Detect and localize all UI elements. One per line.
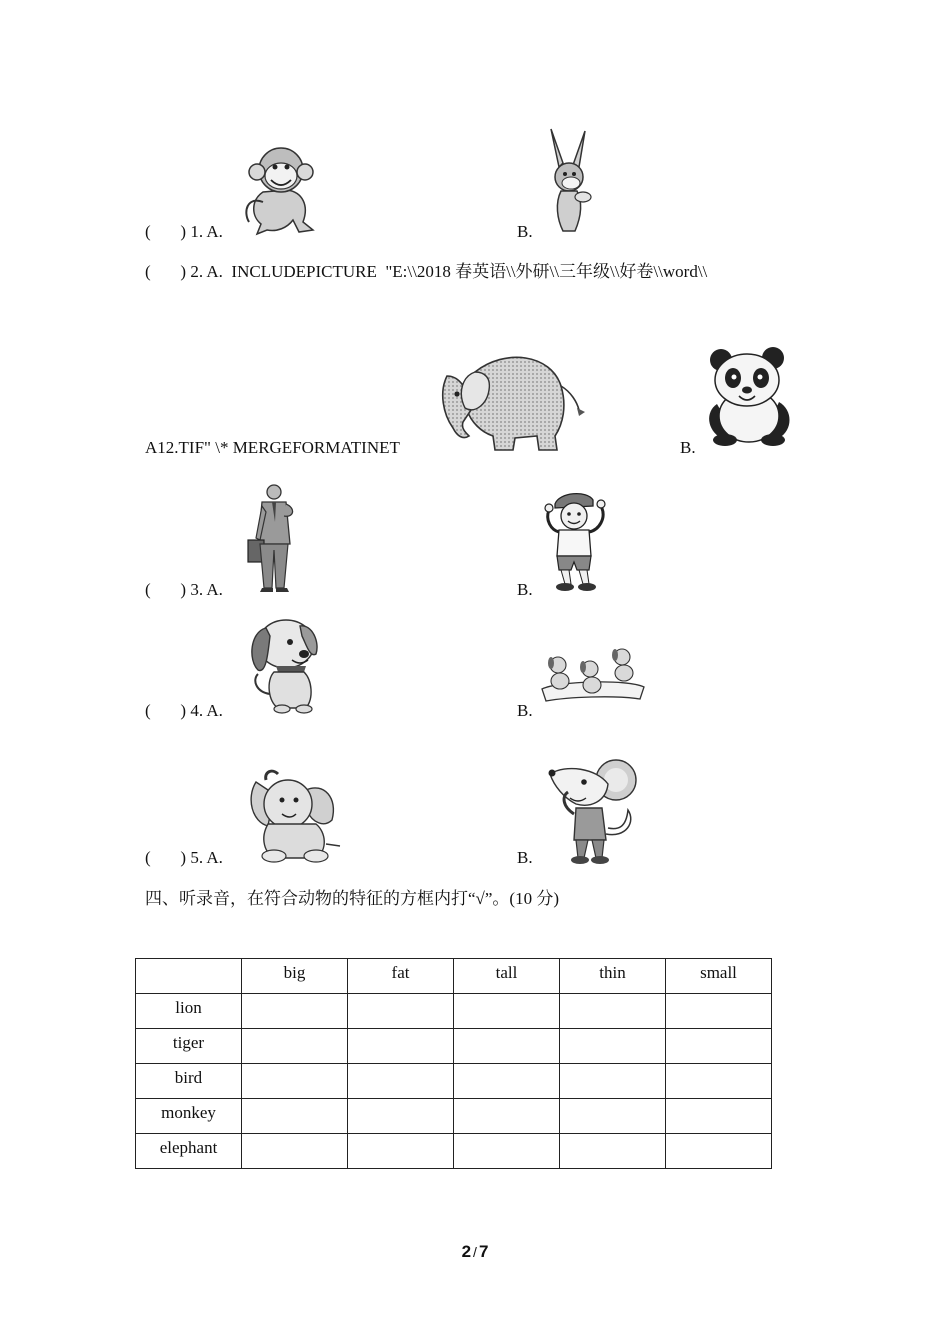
- page-number: [0, 1242, 950, 1262]
- checkbox-cell[interactable]: [348, 1064, 454, 1099]
- question-2-continuation: A12.TIF" \* MERGEFORMATINET: [145, 438, 400, 457]
- checkbox-cell[interactable]: [348, 1134, 454, 1169]
- panda-picture: [703, 346, 795, 446]
- monkey-picture: [243, 142, 321, 238]
- question-4-option-b-label: B.: [517, 701, 533, 720]
- table-row: [136, 1064, 772, 1099]
- checkbox-cell[interactable]: [242, 1099, 348, 1134]
- checkbox-cell[interactable]: [454, 1134, 560, 1169]
- page-separator: /: [473, 1244, 477, 1260]
- elephant-picture: [435, 352, 587, 456]
- row-label-tiger: tiger: [136, 1029, 242, 1064]
- checkbox-cell[interactable]: [242, 1029, 348, 1064]
- baby-elephant-picture: [246, 768, 346, 864]
- checkbox-cell[interactable]: [666, 1134, 772, 1169]
- column-header-fat: fat: [348, 959, 454, 994]
- checkbox-cell[interactable]: [454, 994, 560, 1029]
- checkbox-cell[interactable]: [666, 1029, 772, 1064]
- checkbox-cell[interactable]: [666, 1099, 772, 1134]
- checkbox-cell[interactable]: [348, 1029, 454, 1064]
- question-1-prefix: ( ) 1. A.: [145, 222, 223, 241]
- section-4-heading: 四、听录音，在符合动物的特征的方框内打“√”。(10 分): [145, 889, 559, 908]
- checkbox-cell[interactable]: [560, 1099, 666, 1134]
- table-row: [136, 1099, 772, 1134]
- checkbox-cell[interactable]: [560, 1064, 666, 1099]
- question-2-option-b-label: B.: [680, 438, 696, 457]
- dog-picture: [246, 614, 326, 714]
- checkbox-cell[interactable]: [242, 994, 348, 1029]
- checkbox-cell[interactable]: [666, 994, 772, 1029]
- question-5-prefix: ( ) 5. A.: [145, 848, 223, 867]
- question-3-option-b-label: B.: [517, 580, 533, 599]
- question-2-prefix: ( ) 2. A. INCLUDEPICTURE "E:\\2018 春英语\\外研\\三年级\\好卷\\word\\: [145, 262, 708, 281]
- table-row: [136, 1134, 772, 1169]
- checkbox-cell[interactable]: [454, 1064, 560, 1099]
- page-current: 2: [461, 1242, 472, 1261]
- checkbox-cell[interactable]: [454, 1099, 560, 1134]
- question-3-prefix: ( ) 3. A.: [145, 580, 223, 599]
- table-header-row: [136, 959, 772, 994]
- checkbox-cell[interactable]: [560, 994, 666, 1029]
- rabbit-picture: [543, 127, 599, 235]
- question-5-option-b-label: B.: [517, 848, 533, 867]
- row-label-elephant: elephant: [136, 1134, 242, 1169]
- table-row: [136, 1029, 772, 1064]
- checkbox-cell[interactable]: [560, 1134, 666, 1169]
- puppies-picture: [538, 643, 646, 703]
- table-row: [136, 994, 772, 1029]
- man-picture: [246, 482, 302, 594]
- row-label-bird: bird: [136, 1064, 242, 1099]
- column-header-small: small: [666, 959, 772, 994]
- boy-picture: [543, 490, 609, 592]
- animal-feature-table: [135, 958, 772, 1169]
- checkbox-cell[interactable]: [454, 1029, 560, 1064]
- question-4-prefix: ( ) 4. A.: [145, 701, 223, 720]
- checkbox-cell[interactable]: [242, 1134, 348, 1169]
- checkbox-cell[interactable]: [348, 994, 454, 1029]
- checkbox-cell[interactable]: [348, 1099, 454, 1134]
- row-label-lion: lion: [136, 994, 242, 1029]
- checkbox-cell[interactable]: [560, 1029, 666, 1064]
- column-header-tall: tall: [454, 959, 560, 994]
- column-header-big: big: [242, 959, 348, 994]
- table-header-corner: [136, 959, 242, 994]
- checkbox-cell[interactable]: [666, 1064, 772, 1099]
- mouse-picture: [546, 758, 646, 866]
- row-label-monkey: monkey: [136, 1099, 242, 1134]
- page-total: 7: [478, 1242, 489, 1261]
- question-1-option-b-label: B.: [517, 222, 533, 241]
- checkbox-cell[interactable]: [242, 1064, 348, 1099]
- column-header-thin: thin: [560, 959, 666, 994]
